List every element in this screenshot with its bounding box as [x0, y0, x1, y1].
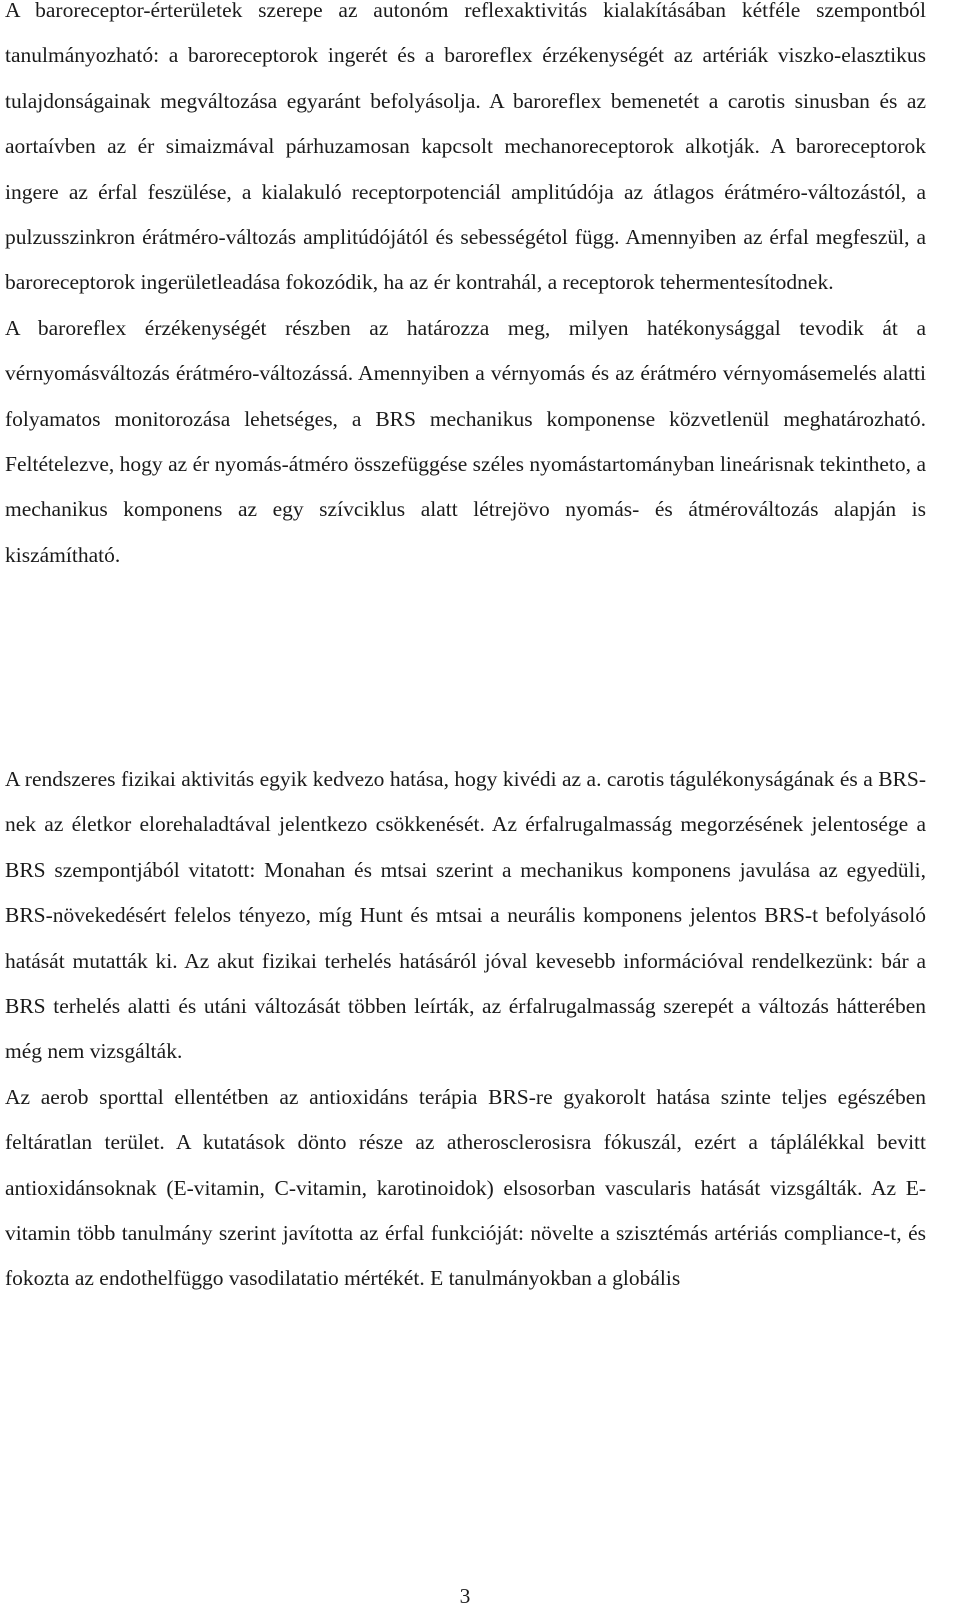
text-section-1: [5, 0, 926, 578]
paragraph-baroreflex-sensitivity: A baroreflex érzékenységét részben az határozza meg, milyen hatékonysággal tevodik át a vérnyomásváltozás érátméro-változássá. Amennyiben a vérnyomás és az érátméro vérnyomásemelés alatti folyamatos monitorozása lehetséges, a BRS mechanikus komponense közvetlenül meghatározható. Feltételezve, hogy az ér nyomás-átméro összefüggése széles nyomástartományban lineárisnak tekintheto, a mechanikus komponens az egy szívciklus alatt létrejövo nyomás- és átmérováltozás alapján is kiszámítható.: [5, 315, 926, 567]
paragraph-baroreceptor-intro: A baroreceptor-érterületek szerepe az autonóm reflexaktivitás kialakításában kétféle szempontból tanulmányozható: a baroreceptorok ingerét és a baroreflex érzékenységét az artériák viszko-elasztikus tulajdonságainak megváltozása egyaránt befolyásolja. A baroreflex bemenetét a carotis sinusban és az aortaívben az ér simaizmával párhuzamosan kapcsolt mechanoreceptorok alkotják. A baroreceptorok ingere az érfal feszülése, a kialakuló receptorpotenciál amplitúdója az átlagos érátméro-változástól, a pulzusszinkron érátméro-változás amplitúdójától és sebességétol függ. Amennyiben az érfal megfeszül, a baroreceptorok ingerületleadása fokozódik, ha az ér kontrahál, a receptorok tehermentesítodnek.: [5, 0, 926, 295]
paragraph-antioxidant-therapy: Az aerob sporttal ellentétben az antioxidáns terápia BRS-re gyakorolt hatása szinte teljes egészében feltáratlan terület. A kutatások dönto része az atherosclerosisra fókuszál, ezért a táplálékkal bevitt antioxidánsoknak (E-vitamin, C-vitamin, karotinoidok) elsosorban vascularis hatását vizsgálták. Az E-vitamin több tanulmány szerint javította az érfal funkcióját: növelte a szisztémás artériás compliance-t, és fokozta az endothelfüggo vasodilatatio mértékét. E tanulmányokban a globális: [5, 1084, 926, 1291]
text-section-2: [5, 757, 926, 1302]
page-number: 3: [459, 1584, 471, 1608]
paragraph-physical-activity: A rendszeres fizikai aktivitás egyik kedvezo hatása, hogy kivédi az a. carotis tágulékonyságának és a BRS-nek az életkor elorehaladtával jelentkezo csökkenését. Az érfalrugalmasság megorzésének jelentosége a BRS szempontjából vitatott: Monahan és mtsai szerint a mechanikus komponens javulása az egyedüli, BRS-növekedésért felelos tényezo, míg Hunt és mtsai a neurális komponens jelentos BRS-t befolyásoló hatását mutatták ki. Az akut fizikai terhelés hatásáról jóval kevesebb információval rendelkezünk: bár a BRS terhelés alatti és utáni változását többen leírták, az érfalrugalmasság szerepét a változás hátterében még nem vizsgálták.: [5, 767, 926, 1064]
